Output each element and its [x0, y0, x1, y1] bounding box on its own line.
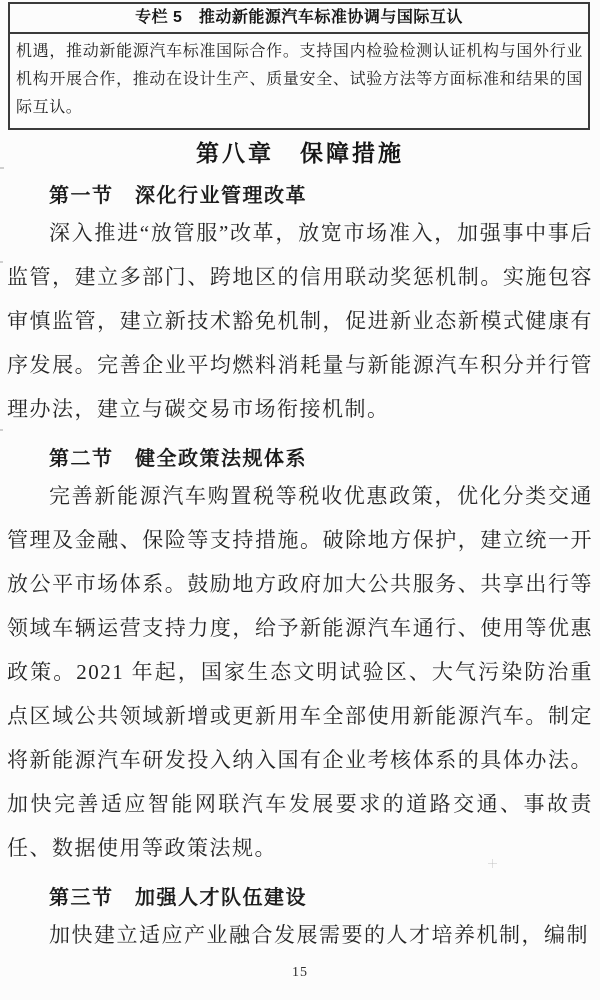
section-1-paragraph: 深入推进“放管服”改革，放宽市场准入，加强事中事后监管，建立多部门、跨地区的信用联动奖惩机制。实施包容审慎监管，建立新技术豁免机制，促进新业态新模式健康有序发展。完善企业平均燃料消耗量与新能源汽车积分并行管理办法，建立与碳交易市场衔接机制。 — [7, 221, 593, 421]
callout-box-title: 专栏 5 推动新能源汽车标准协调与国际互认 — [10, 4, 588, 34]
callout-box-body: 机遇，推动新能源汽车标准国际合作。支持国内检验检测认证机构与国外行业机构开展合作，推动在设计生产、质量安全、试验方法等方面标准和结果的国际互认。 — [16, 43, 583, 116]
scan-artifact — [0, 261, 3, 263]
section-2-heading: 第二节 健全政策法规体系 — [49, 448, 307, 470]
page-number: 15 — [292, 965, 308, 980]
scan-artifact — [488, 863, 497, 864]
callout-box — [8, 2, 590, 130]
section-1-heading: 第一节 深化行业管理改革 — [49, 185, 307, 207]
section-2-paragraph: 完善新能源汽车购置税等税收优惠政策，优化分类交通管理及金融、保险等支持措施。破除地方保护，建立统一开放公平市场体系。鼓励地方政府加大公共服务、共享出行等领域车辆运营支持力度，给予新能源汽车通行、使用等优惠政策。2021 年起，国家生态文明试验区、大气污染防治重点区域公共领域新增或更新用车全部使用新能源汽车。制定将新能源汽车研发投入纳入国有企业考核体系的具体办法。加快完善适应智能网联汽车发展要求的道路交通、事故责任、数据使用等政策法规。 — [7, 484, 593, 860]
chapter-heading: 第八章 保障措施 — [196, 140, 404, 166]
section-3-paragraph: 加快建立适应产业融合发展需要的人才培养机制，编制 — [49, 923, 589, 947]
scan-artifact — [0, 167, 4, 169]
section-3-heading: 第三节 加强人才队伍建设 — [49, 887, 307, 909]
scan-artifact — [0, 429, 3, 431]
page-content — [0, 138, 600, 981]
